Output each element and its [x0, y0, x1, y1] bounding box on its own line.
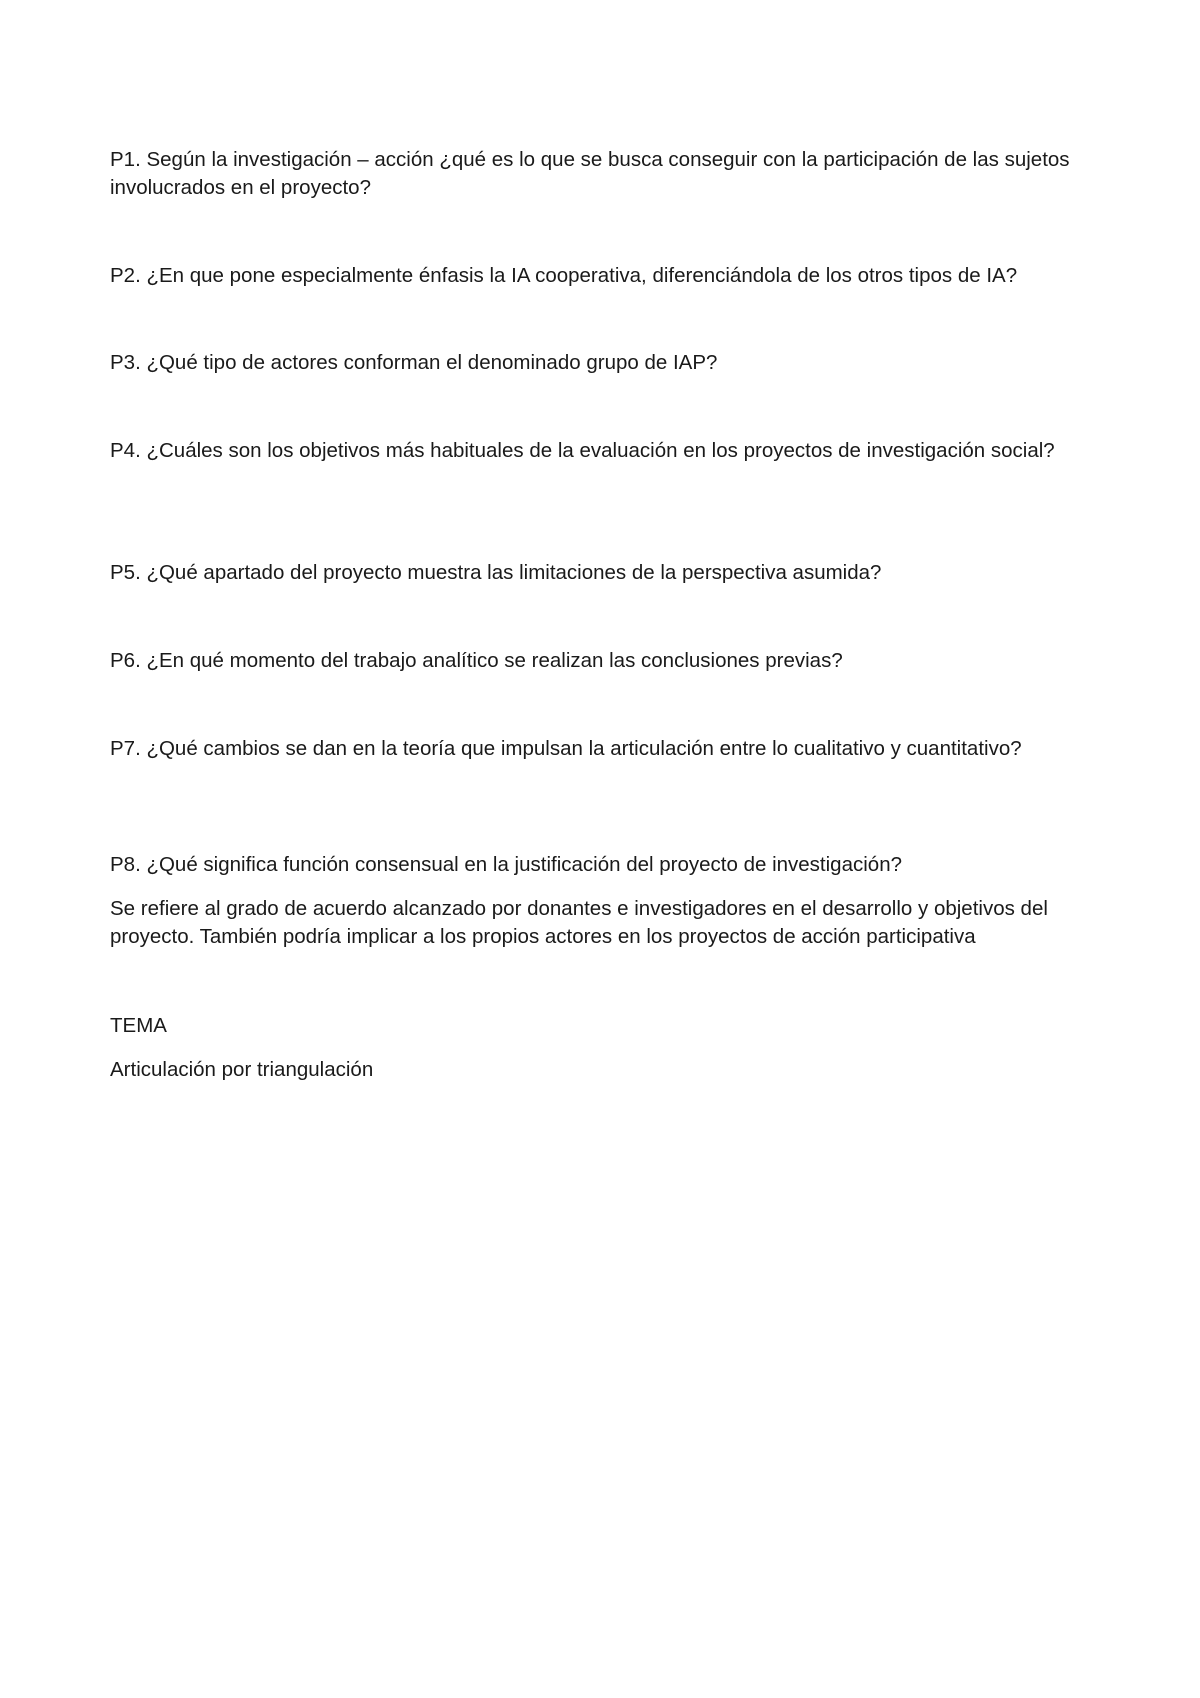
question-p3: P3. ¿Qué tipo de actores conforman el denominado grupo de IAP? [110, 351, 718, 374]
answer-p8: Se refiere al grado de acuerdo alcanzado por donantes e investigadores en el desarrollo y objetivos del proyecto. También podría implicar a los propios actores en los proyectos de acción participativa [110, 897, 1048, 948]
question-p2: P2. ¿En que pone especialmente énfasis la IA cooperativa, diferenciándola de los otros tipos de IA? [110, 264, 1018, 287]
question-p6: P6. ¿En qué momento del trabajo analítico se realizan las conclusiones previas? [110, 649, 843, 672]
question-p5: P5. ¿Qué apartado del proyecto muestra las limitaciones de la perspectiva asumida? [110, 561, 882, 584]
question-p8: P8. ¿Qué significa función consensual en la justificación del proyecto de investigación? [110, 853, 902, 876]
question-p4: P4. ¿Cuáles son los objetivos más habituales de la evaluación en los proyectos de investigación social? [110, 439, 1055, 462]
question-p7: P7. ¿Qué cambios se dan en la teoría que impulsan la articulación entre lo cualitativo y cuantitativo? [110, 737, 1022, 760]
tema-heading: TEMA [110, 1014, 167, 1037]
tema-value: Articulación por triangulación [110, 1058, 374, 1081]
question-p1: P1. Según la investigación – acción ¿qué es lo que se busca conseguir con la participación de las sujetos involucrados en el proyecto? [110, 148, 1070, 199]
